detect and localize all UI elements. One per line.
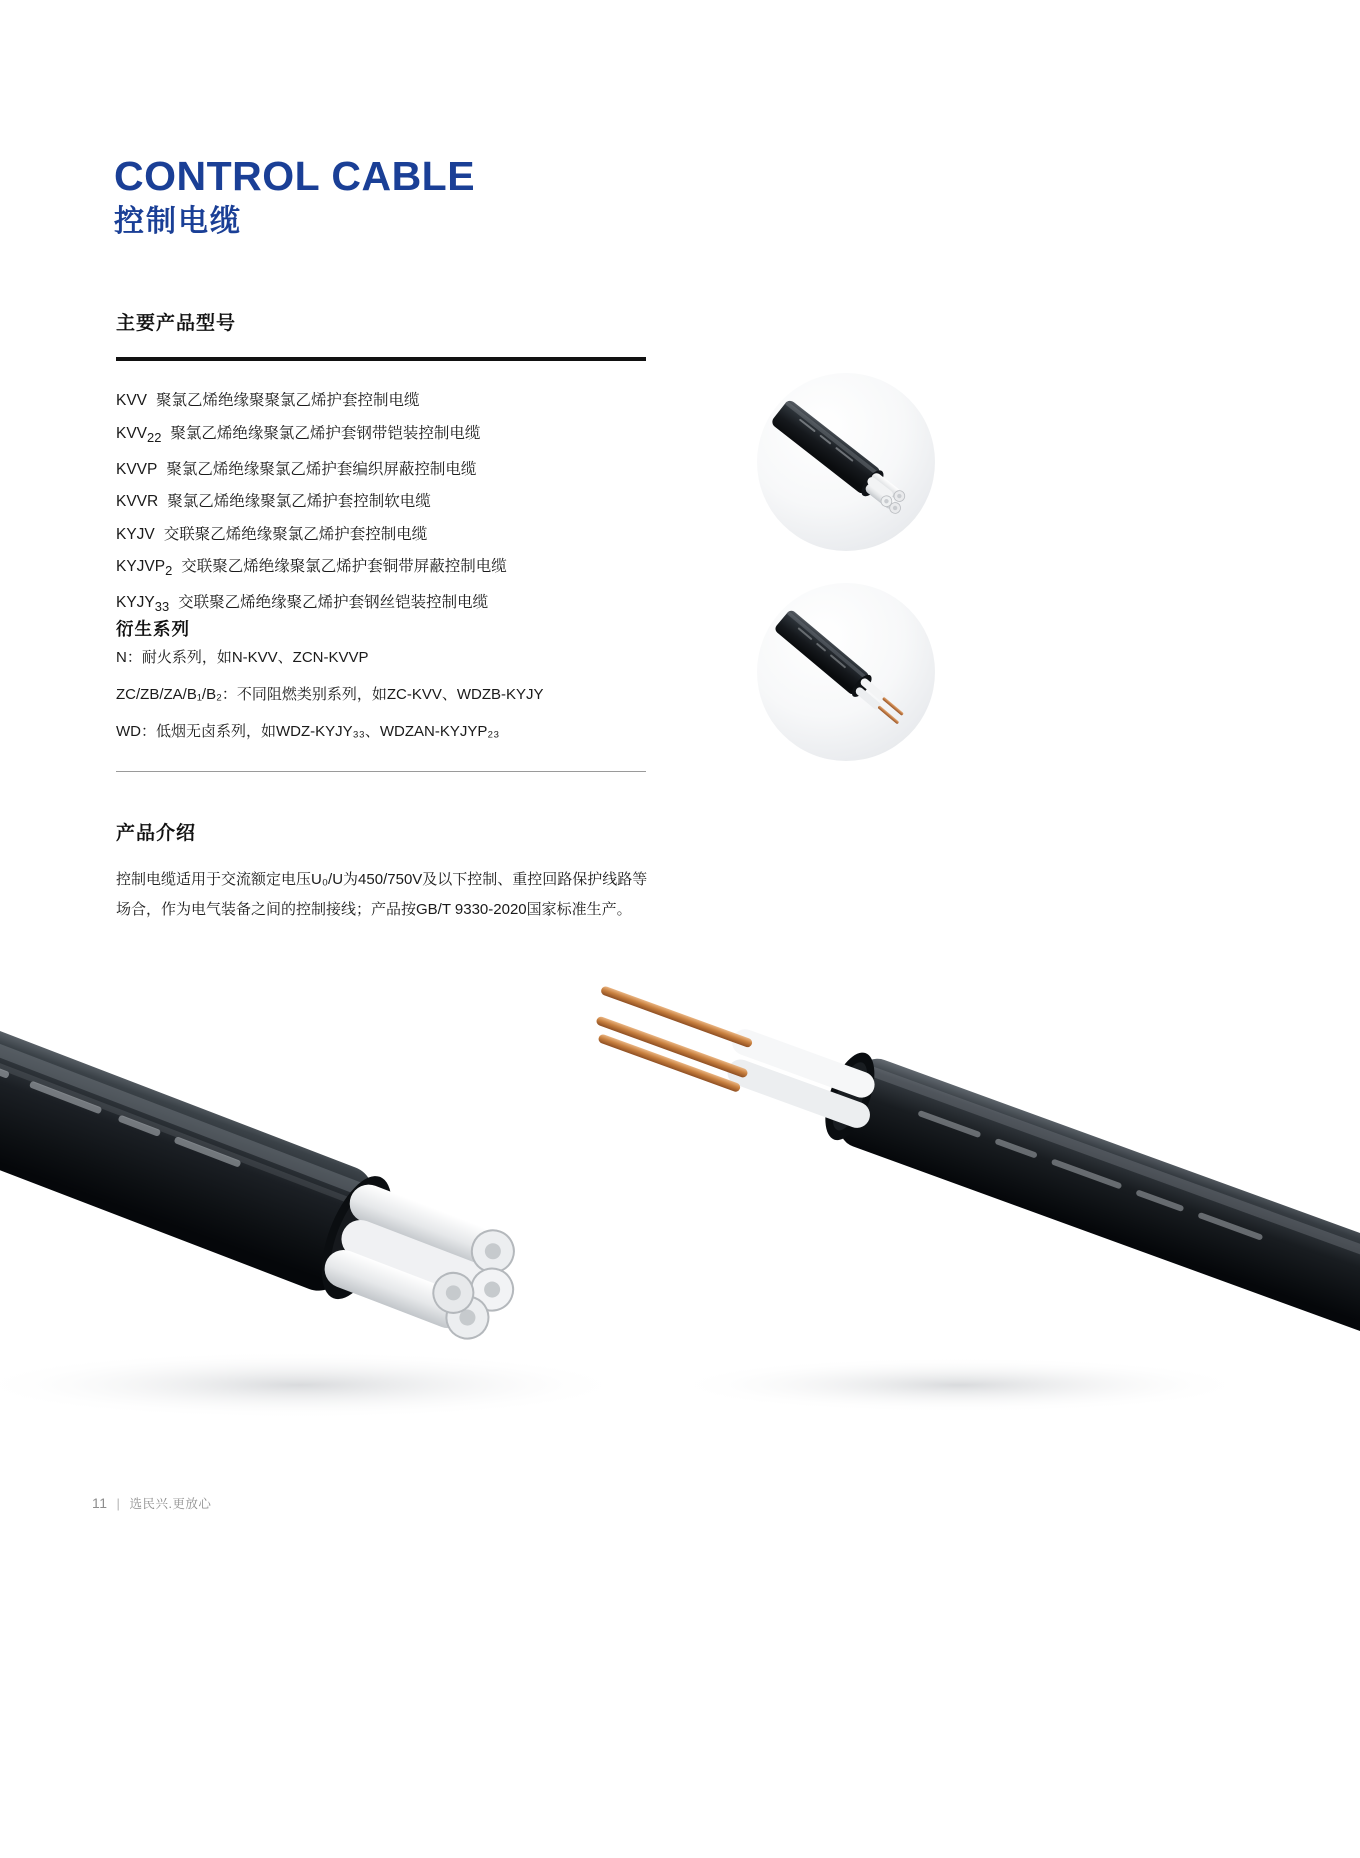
multicore-cable-illustration (757, 373, 935, 551)
title-chinese: 控制电缆 (114, 205, 242, 239)
model-code-subscript: 33 (154, 599, 170, 615)
model-description: 聚氯乙烯绝缘聚氯乙烯护套控制软电缆 (167, 493, 431, 511)
list-item: WD：低烟无卤系列，如WDZ-KYJY₃₃、WDZAN-KYJYP₂₃ (116, 723, 500, 740)
intro-line-1: 控制电缆适用于交流额定电压U₀/U为450/750V及以下控制、重控回路保护线路等 (116, 871, 648, 888)
intro-divider-thin (116, 771, 646, 772)
model-description: 聚氯乙烯绝缘聚聚氯乙烯护套控制电缆 (156, 392, 420, 409)
models-section-heading: 主要产品型号 (116, 313, 237, 334)
models-divider-thick (116, 357, 646, 361)
derivative-list (116, 650, 676, 761)
list-item (116, 494, 676, 510)
intro-paragraph (116, 865, 696, 925)
model-list (116, 393, 676, 631)
hero-right-cable (580, 961, 1360, 1352)
model-code-subscript: 2 (165, 563, 173, 579)
list-item: ZC/ZB/ZA/B₁/B₂：不同阻燃类别系列，如ZC-KVV、WDZB-KYJY (116, 686, 544, 703)
model-code: KYJVP (116, 558, 166, 576)
model-code: KVVP (116, 460, 158, 478)
intro-line-2: 场合，作为电气装备之间的控制接线；产品按GB/T 9330-2020国家标准生产。 (116, 901, 632, 918)
model-description: 聚氯乙烯绝缘聚氯乙烯护套编织屏蔽控制电缆 (166, 460, 477, 478)
list-item (116, 462, 676, 478)
list-item (116, 527, 676, 543)
model-code: KVVR (116, 493, 159, 511)
list-item (116, 595, 676, 614)
model-description: 交联聚乙烯绝缘聚氯乙烯护套铜带屏蔽控制电缆 (181, 558, 507, 576)
page-footer (92, 1494, 211, 1512)
twin-cable-illustration (757, 583, 935, 761)
derivative-section-heading: 衍生系列 (116, 619, 190, 639)
model-code-subscript: 22 (147, 429, 162, 445)
list-item (116, 393, 676, 409)
model-code: KVV (116, 424, 148, 442)
hero-right-shadow (670, 1357, 1250, 1413)
list-item (116, 559, 676, 578)
intro-section-heading: 产品介绍 (116, 823, 197, 844)
model-code: KYJV (116, 525, 155, 543)
hero-left-cable (0, 955, 535, 1358)
model-description: 聚氯乙烯绝缘聚氯乙烯护套钢带铠装控制电缆 (170, 424, 481, 442)
model-code: KVV (116, 392, 148, 409)
hero-product-images (0, 955, 1360, 1455)
list-item (116, 426, 676, 445)
list-item: N：耐火系列，如N-KVV、ZCN-KVVP (116, 649, 369, 666)
model-description: 交联聚乙烯绝缘聚乙烯护套钢丝铠装控制电缆 (178, 594, 489, 612)
model-description: 交联聚乙烯绝缘聚氯乙烯护套控制电缆 (163, 525, 428, 543)
product-thumbnail-twin (757, 583, 935, 761)
hero-left-shadow (0, 1351, 630, 1419)
footer-separator: | (116, 1495, 121, 1511)
footer-slogan: 选民兴.更放心 (129, 1497, 212, 1511)
model-code: KYJY (116, 594, 155, 612)
page-title (114, 155, 475, 243)
footer-page-number: 11 (92, 1495, 108, 1511)
product-thumbnail-multicore (757, 373, 935, 551)
title-english: CONTROL CABLE (114, 153, 476, 199)
